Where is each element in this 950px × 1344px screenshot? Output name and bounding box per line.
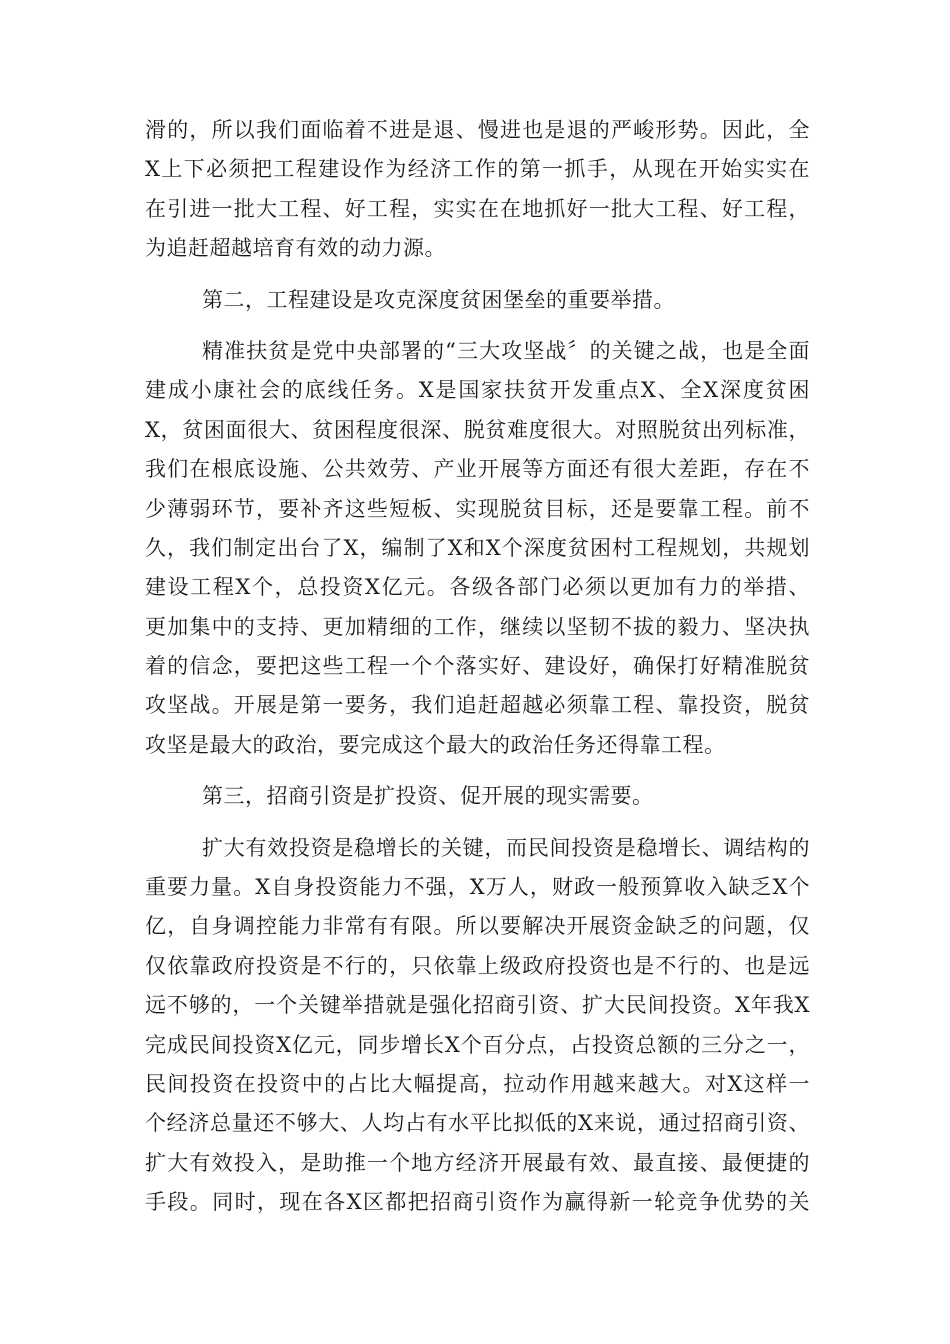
text-line: 完成民间投资X亿元，同步增长X个百分点，占投资总额的三分之一， — [145, 1032, 810, 1057]
text-line: 精准扶贫是党中央部署的“三大攻坚战〞的关键之战，也是全面 — [202, 338, 810, 363]
text-line: 滑的，所以我们面临着不进是退、慢进也是退的严峻形势。因此，全 — [145, 118, 810, 142]
paragraph-1 — [145, 111, 810, 269]
document-page — [145, 111, 810, 1223]
text-line: 仅依靠政府投资是不行的，只依靠上级政府投资也是不行的、也是远 — [145, 953, 810, 978]
text-line: 远不够的，一个关键举措就是强化招商引资、扩大民间投资。X年我X — [145, 993, 810, 1018]
text-line: 攻坚战。开展是第一要务，我们追赶超越必须靠工程、靠投资，脱贫 — [145, 693, 810, 718]
text-line: 民间投资在投资中的占比大幅提高，拉动作用越来越大。对X这样一 — [145, 1071, 810, 1096]
text-line: 手段。同时，现在各X区都把招商引资作为赢得新一轮竞争优势的关 — [145, 1190, 810, 1215]
text-line: 重要力量。X自身投资能力不强，X万人，财政一般预算收入缺乏X个 — [145, 875, 810, 900]
text-line: 更加集中的支持、更加精细的工作，继续以坚韧不拔的毅力、坚决执 — [145, 614, 810, 639]
text-line: 个经济总量还不够大、人均占有水平比拟低的X来说，通过招商引资、 — [145, 1111, 810, 1136]
text-line: 亿，自身调控能力非常有有限。所以要解决开展资金缺乏的问题，仅 — [145, 914, 810, 939]
text-line: 建成小康社会的底线任务。X是国家扶贫开发重点X、全X深度贫困 — [145, 378, 810, 403]
text-line: X上下必须把工程建设作为经济工作的第一抓手，从现在开始实实在 — [145, 157, 810, 182]
text-line: 我们在根底设施、公共效劳、产业开展等方面还有很大差距，存在不 — [145, 457, 810, 482]
paragraph-3 — [145, 332, 810, 765]
paragraph-5 — [145, 829, 810, 1223]
text-line: 久，我们制定出台了X，编制了X和X个深度贫困村工程规划，共规划 — [145, 535, 810, 560]
text-line: 建设工程X个，总投资X亿元。各级各部门必须以更加有力的举措、 — [145, 575, 810, 600]
text-line: 在引进一批大工程、好工程，实实在在地抓好一批大工程、好工程， — [145, 196, 810, 221]
text-line: 为追赶超越培育有效的动力源。 — [145, 236, 446, 261]
text-line: 第二，工程建设是攻克深度贫困堡垒的重要举措。 — [202, 287, 675, 312]
text-line: 攻坚是最大的政治，要完成这个最大的政治任务还得靠工程。 — [145, 732, 726, 757]
section-heading-3 — [145, 777, 810, 816]
text-line: 第三，招商引资是扩投资、促开展的现实需要。 — [202, 784, 654, 809]
text-line: 少薄弱环节，要补齐这些短板、实现脱贫目标，还是要靠工程。前不 — [145, 496, 810, 521]
text-line: X，贫困面很大、贫困程度很深、脱贫难度很大。对照脱贫出列标准， — [145, 417, 810, 442]
text-line: 扩大有效投入，是助推一个地方经济开展最有效、最直接、最便捷的 — [145, 1150, 810, 1175]
section-heading-2 — [145, 281, 810, 320]
text-line: 扩大有效投资是稳增长的关键，而民间投资是稳增长、调结构的 — [202, 835, 810, 860]
text-line: 着的信念，要把这些工程一个个落实好、建设好，确保打好精准脱贫 — [145, 654, 810, 679]
